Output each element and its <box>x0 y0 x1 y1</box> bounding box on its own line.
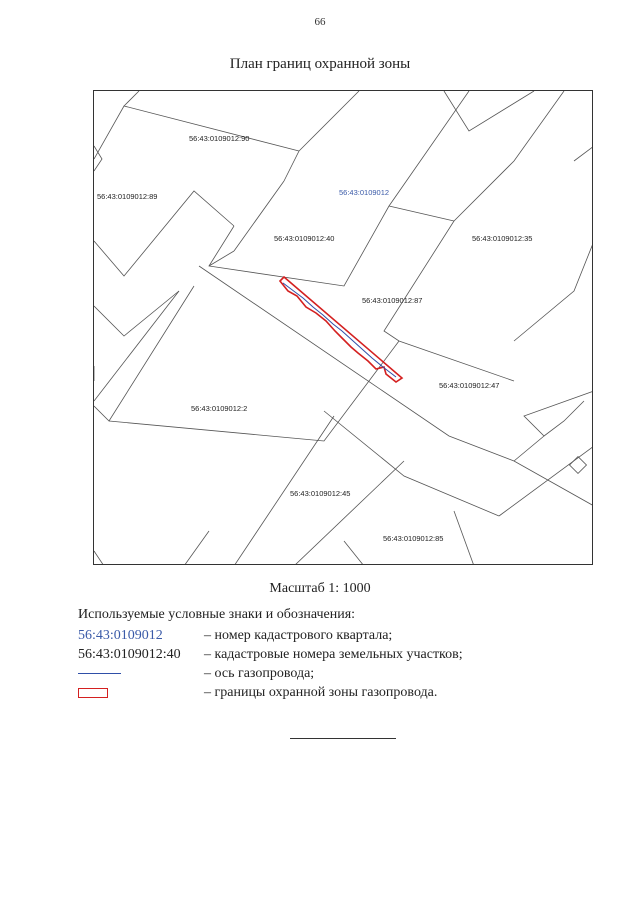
boundary-line <box>94 291 179 401</box>
legend-symbol <box>78 688 204 698</box>
boundary-line <box>544 401 584 436</box>
legend-parcel-sample: 56:43:0109012:40 <box>78 646 181 662</box>
gas-axis-line-icon <box>78 673 121 674</box>
legend-title: Используемые условные знаки и обозначения: <box>78 607 356 622</box>
legend-description: – номер кадастрового квартала; <box>204 627 393 643</box>
protection-zone <box>280 277 402 382</box>
page-number: 66 <box>314 16 326 28</box>
cadastral-map <box>93 90 593 565</box>
boundary-line <box>454 511 474 565</box>
parcel-label-87: 56:43:0109012:87 <box>362 296 423 305</box>
legend-row-quarter <box>78 626 578 645</box>
parcel-label-2: 56:43:0109012:2 <box>191 404 248 413</box>
legend-description: – границы охранной зоны газопровода. <box>204 684 438 700</box>
boundary-line <box>94 286 194 421</box>
boundary-line <box>570 457 587 474</box>
legend-symbol <box>78 646 204 664</box>
quarter-number-label: 56:43:0109012 <box>339 188 390 197</box>
protection-zone-rect-icon <box>78 688 108 698</box>
legend-description: – кадастровые номера земельных участков; <box>204 646 463 662</box>
legend-symbol <box>78 627 204 645</box>
plan-title: План границ охранной зоны <box>229 56 411 72</box>
boundary-line <box>299 91 359 151</box>
boundary-line <box>294 461 404 565</box>
boundary-line <box>209 251 234 266</box>
legend-row-axis <box>78 664 578 683</box>
boundary-line <box>454 91 564 221</box>
map-svg <box>94 91 593 565</box>
legend-row-parcel <box>78 645 578 664</box>
map-scale: Масштаб 1: 1000 <box>269 581 371 596</box>
boundary-line <box>514 241 593 341</box>
legend-quarter-sample: 56:43:0109012 <box>78 627 163 643</box>
parcel-label-47: 56:43:0109012:47 <box>439 381 500 390</box>
boundary-line <box>344 541 364 565</box>
boundary-line <box>184 531 209 565</box>
boundary-line <box>384 206 514 381</box>
parcel-label-90: 56:43:0109012:90 <box>189 134 250 143</box>
parcel-label-35: 56:43:0109012:35 <box>472 234 533 243</box>
legend-row-zone <box>78 683 578 702</box>
boundary-line <box>94 106 299 181</box>
boundary-line <box>94 551 104 565</box>
parcel-label-85: 56:43:0109012:85 <box>383 534 444 543</box>
legend-description: – ось газопровода; <box>204 665 315 681</box>
parcel-label-89: 56:43:0109012:89 <box>97 192 158 201</box>
legend-symbol <box>78 673 204 674</box>
boundary-line <box>109 341 399 441</box>
boundary-line <box>94 146 102 171</box>
boundary-line <box>94 291 179 336</box>
legend <box>78 606 578 702</box>
parcel-label-40: 56:43:0109012:40 <box>274 234 335 243</box>
boundary-line <box>444 91 534 131</box>
boundary-line <box>124 91 139 106</box>
boundary-line <box>574 146 593 161</box>
boundary-line <box>324 411 499 516</box>
boundary-line <box>514 391 593 461</box>
boundary-line <box>499 446 593 516</box>
parcel-label-45: 56:43:0109012:45 <box>290 489 351 498</box>
bottom-rule <box>290 738 396 739</box>
